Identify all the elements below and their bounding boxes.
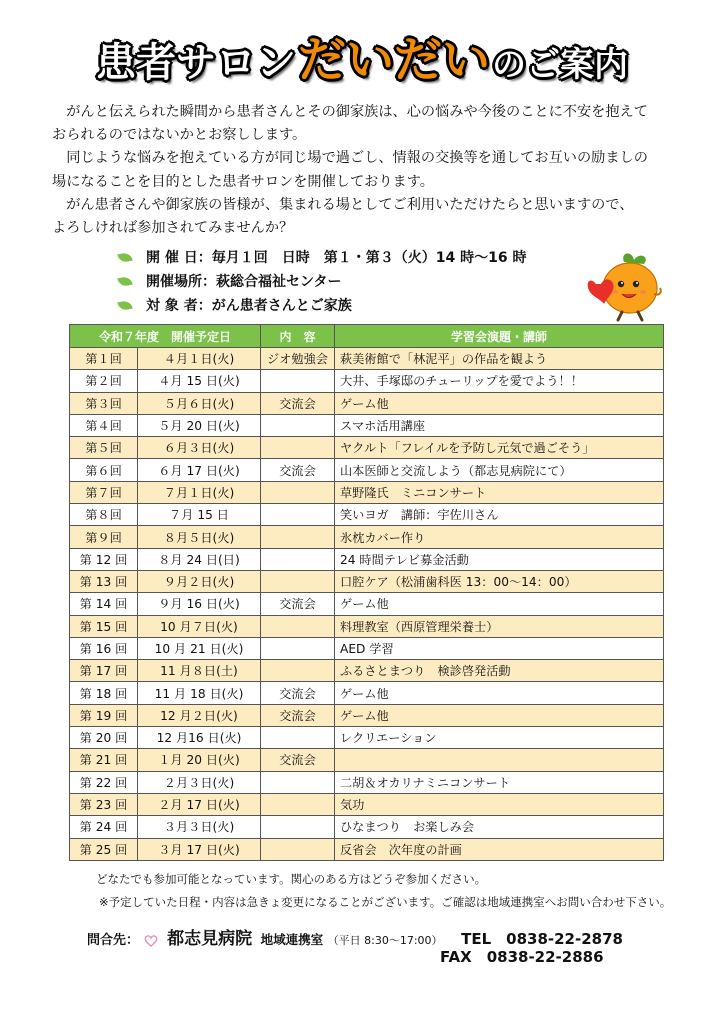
session-type (261, 771, 335, 793)
session-type: 交流会 (261, 682, 335, 704)
session-topic: ゲーム他 (335, 682, 664, 704)
session-topic: 氷枕カバー作り (335, 526, 664, 548)
table-row (70, 660, 664, 682)
session-topic (335, 749, 664, 771)
header-date: 令和７年度 開催予定日 (70, 325, 261, 348)
session-topic: 萩美術館で「林泥平」の作品を観よう (335, 348, 664, 370)
notes (96, 868, 671, 914)
department: 地域連携室 (260, 932, 324, 947)
session-number: 第 16 回 (70, 637, 138, 659)
table-row (70, 570, 664, 592)
session-topic: ふるさとまつり 検診啓発活動 (335, 660, 664, 682)
session-topic: 気功 (335, 793, 664, 815)
info-row-target (118, 293, 526, 317)
info-target: 対 象 者：がん患者さんとご家族 (146, 298, 352, 314)
header-content: 内 容 (261, 325, 335, 348)
session-type: 交流会 (261, 593, 335, 615)
session-date: ３月 17 日(火) (138, 838, 261, 860)
leaf-icon (117, 299, 133, 311)
session-type (261, 414, 335, 436)
session-date: ２月３日(火) (138, 771, 261, 793)
session-topic: 料理教室（西原管理栄養士） (335, 615, 664, 637)
session-date: ７月 15 日 (138, 504, 261, 526)
session-number: 第 15 回 (70, 615, 138, 637)
session-topic: ヤクルト「フレイルを予防し元気で過ごそう」 (335, 437, 664, 459)
session-type (261, 481, 335, 503)
session-type (261, 660, 335, 682)
intro-line: 場になることを目的とした患者サロンを開催しております。 (52, 173, 434, 190)
session-type: 交流会 (261, 704, 335, 726)
session-number: 第８回 (70, 504, 138, 526)
fax-number: FAX 0838-22-2886 (440, 948, 604, 966)
table-row (70, 504, 664, 526)
session-topic: ゲーム他 (335, 392, 664, 414)
session-topic: AED 学習 (335, 637, 664, 659)
session-type (261, 838, 335, 860)
session-number: 第４回 (70, 414, 138, 436)
office-hours: （平日 8:30～17:00） (327, 934, 443, 947)
session-number: 第 24 回 (70, 816, 138, 838)
table-row (70, 816, 664, 838)
session-number: 第２回 (70, 370, 138, 392)
session-type (261, 793, 335, 815)
table-row (70, 593, 664, 615)
intro-line: がん患者さんや御家族の皆様が、集まれる場としてご利用いただけたらと思いますので、 (52, 196, 634, 213)
intro-line: 同じような悩みを抱えている方が同じ場で過ごし、情報の交換等を通してお互いの励ましの (52, 150, 648, 167)
session-type (261, 816, 335, 838)
session-type (261, 548, 335, 570)
leaf-icon (117, 251, 133, 263)
orange-mascot-icon (584, 244, 666, 324)
session-type (261, 637, 335, 659)
info-date: 開 催 日：毎月１回 日時 第１・第３（火）14 時～16 時 (146, 250, 527, 266)
session-number: 第 17 回 (70, 660, 138, 682)
table-row (70, 771, 664, 793)
session-date: 10 月 21 日(火) (138, 637, 261, 659)
table-row (70, 637, 664, 659)
session-date: ５月６日(火) (138, 392, 261, 414)
session-date: ６月 17 日(火) (138, 459, 261, 481)
session-date: １月 20 日(火) (138, 749, 261, 771)
session-topic: 大井、手塚邸のチューリップを愛でよう！！ (335, 370, 664, 392)
session-topic: 反省会 次年度の計画 (335, 838, 664, 860)
session-type: 交流会 (261, 392, 335, 414)
info-place: 開催場所：萩総合福祉センター (146, 274, 342, 290)
session-type (261, 727, 335, 749)
session-type (261, 437, 335, 459)
session-date: ４月 15 日(火) (138, 370, 261, 392)
table-row (70, 392, 664, 414)
session-topic: ゲーム他 (335, 704, 664, 726)
session-type: ジオ勉強会 (261, 348, 335, 370)
session-topic: スマホ活用講座 (335, 414, 664, 436)
title-part3: のご案内 (492, 45, 628, 85)
session-number: 第 19 回 (70, 704, 138, 726)
schedule-table (69, 324, 664, 861)
table-row (70, 615, 664, 637)
session-number: 第 12 回 (70, 548, 138, 570)
session-number: 第 14 回 (70, 593, 138, 615)
schedule-body (70, 348, 664, 861)
table-row (70, 749, 664, 771)
info-row-date (118, 245, 526, 269)
session-date: ６月３日(火) (138, 437, 261, 459)
session-number: 第 21 回 (70, 749, 138, 771)
table-row (70, 414, 664, 436)
session-number: 第 20 回 (70, 727, 138, 749)
table-row (70, 348, 664, 370)
session-topic: レクリエーション (335, 727, 664, 749)
session-type (261, 370, 335, 392)
session-date: 12 月16 日(火) (138, 727, 261, 749)
title-part1: 患者サロン (95, 40, 296, 86)
leaf-icon (117, 275, 133, 287)
session-date: 11 月８日(土) (138, 660, 261, 682)
table-row (70, 548, 664, 570)
session-number: 第９回 (70, 526, 138, 548)
table-row (70, 437, 664, 459)
session-type (261, 504, 335, 526)
session-number: 第３回 (70, 392, 138, 414)
table-row (70, 526, 664, 548)
table-row (70, 481, 664, 503)
session-number: 第７回 (70, 481, 138, 503)
intro-line: よろしければ参加されてみませんか？ (52, 220, 294, 237)
intro-text (52, 101, 692, 240)
table-row (70, 704, 664, 726)
intro-line: おられるのではないかとお察しします。 (52, 127, 307, 144)
session-type (261, 570, 335, 592)
heart-logo-icon (144, 934, 158, 948)
note-line: ※予定していた日程・内容は急きょ変更になることがございます。ご確認は地域連携室へお問い合わせ下さい。 (99, 895, 672, 909)
session-type: 交流会 (261, 459, 335, 481)
table-row (70, 459, 664, 481)
tel-number: TEL 0838-22-2878 (461, 930, 623, 948)
session-type (261, 615, 335, 637)
table-row (70, 727, 664, 749)
header-topic: 学習会演題・講師 (335, 325, 664, 348)
session-date: 12 月２日(火) (138, 704, 261, 726)
session-topic: ひなまつり お楽しみ会 (335, 816, 664, 838)
page-title (0, 32, 724, 88)
session-type (261, 526, 335, 548)
session-number: 第５回 (70, 437, 138, 459)
session-number: 第 23 回 (70, 793, 138, 815)
session-date: 10 月７日(火) (138, 615, 261, 637)
session-number: 第１回 (70, 348, 138, 370)
session-topic: 二胡＆オカリナミニコンサート (335, 771, 664, 793)
title-part2: だいだい (297, 32, 490, 88)
session-date: ３月３日(火) (138, 816, 261, 838)
session-date: ９月 16 日(火) (138, 593, 261, 615)
session-topic: 24 時間テレビ募金活動 (335, 548, 664, 570)
info-row-place (118, 269, 526, 293)
session-date: ７月１日(火) (138, 481, 261, 503)
session-date: ９月２日(火) (138, 570, 261, 592)
event-info (118, 245, 526, 317)
intro-line: がんと伝えられた瞬間から患者さんとその御家族は、心の悩みや今後のことに不安を抱えて (52, 104, 648, 120)
session-number: 第 13 回 (70, 570, 138, 592)
session-date: ４月１日(火) (138, 348, 261, 370)
session-number: 第 22 回 (70, 771, 138, 793)
session-topic: 笑いヨガ 講師：宇佐川さん (335, 504, 664, 526)
session-date: ８月 24 日(日) (138, 548, 261, 570)
contact-label: 問合先： (87, 933, 140, 948)
session-date: ５月 20 日(火) (138, 414, 261, 436)
session-number: 第６回 (70, 459, 138, 481)
table-row (70, 793, 664, 815)
session-date: 11 月 18 日(火) (138, 682, 261, 704)
session-number: 第 25 回 (70, 838, 138, 860)
hospital-name: 都志見病院 (167, 929, 253, 949)
session-topic: ゲーム他 (335, 593, 664, 615)
session-date: ２月 17 日(火) (138, 793, 261, 815)
table-row (70, 838, 664, 860)
note-line: どなたでも参加可能となっています。関心のある方はどうぞ参加ください。 (96, 872, 487, 886)
session-topic: 山本医師と交流しよう（都志見病院にて） (335, 459, 664, 481)
table-header-row (70, 325, 664, 348)
table-row (70, 370, 664, 392)
session-date: ８月５日(火) (138, 526, 261, 548)
session-number: 第 18 回 (70, 682, 138, 704)
session-type: 交流会 (261, 749, 335, 771)
table-row (70, 682, 664, 704)
session-topic: 口腔ケア（松浦歯科医 13：00～14：00） (335, 570, 664, 592)
session-topic: 草野隆氏 ミニコンサート (335, 481, 664, 503)
